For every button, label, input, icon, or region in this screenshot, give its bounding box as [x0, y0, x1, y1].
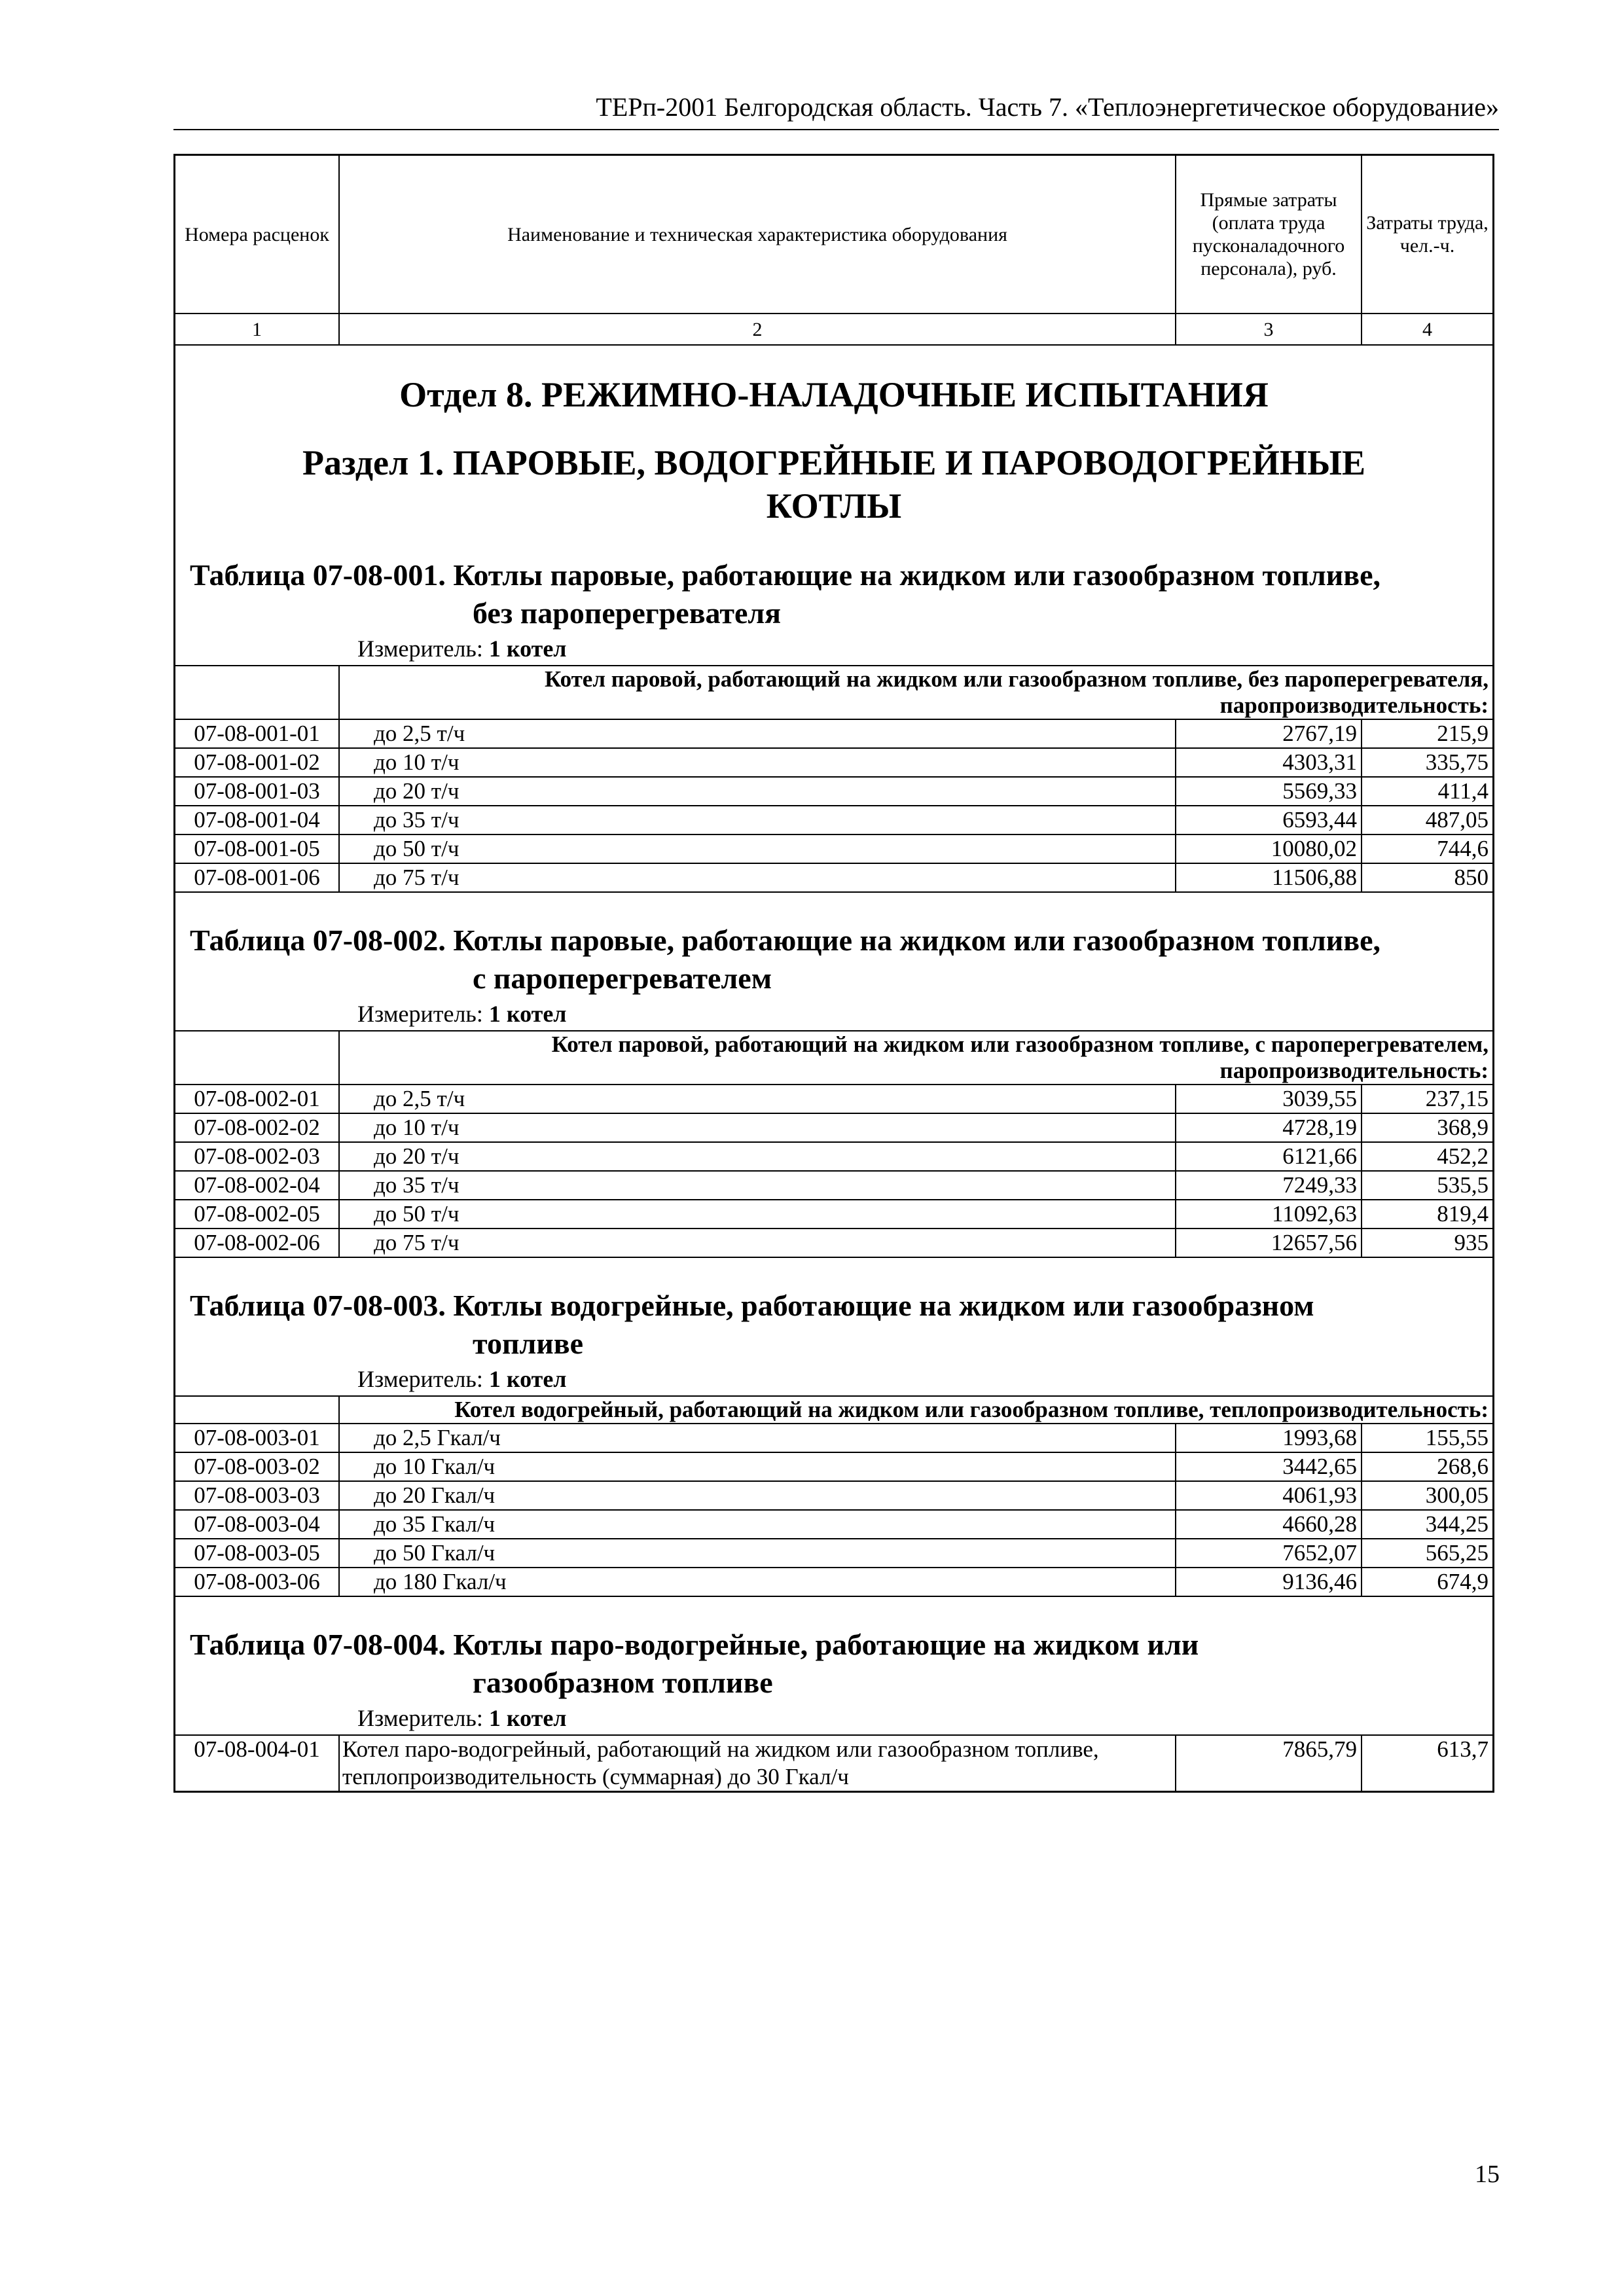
direct-cost: 4303,31 [1176, 748, 1362, 777]
table-row [175, 1085, 1492, 1113]
rate-name: до 2,5 т/ч [339, 719, 1176, 748]
table-caption-row [175, 666, 1492, 719]
direct-cost: 9136,46 [1176, 1568, 1362, 1596]
labor-cost: 237,15 [1362, 1085, 1492, 1113]
table-caption: Котел водогрейный, работающий на жидком или газообразном топливе, теплопроизводительность: [339, 1396, 1492, 1424]
table-row [175, 1229, 1492, 1257]
rate-name: до 10 Гкал/ч [339, 1452, 1176, 1481]
direct-cost: 10080,02 [1176, 834, 1362, 863]
rate-code: 07-08-003-04 [175, 1510, 339, 1539]
direct-cost: 7865,79 [1176, 1735, 1362, 1791]
column-number: 2 [339, 314, 1176, 345]
direct-cost: 11506,88 [1176, 863, 1362, 892]
column-number: 1 [175, 314, 339, 345]
rate-name: до 10 т/ч [339, 1113, 1176, 1142]
unit-label: Измеритель: [357, 636, 483, 662]
labor-cost: 268,6 [1362, 1452, 1492, 1481]
table-caption: Котел паровой, работающий на жидком или газообразном топливе, без пароперегревателя, паропроизводительность: [339, 666, 1492, 719]
direct-cost: 12657,56 [1176, 1229, 1362, 1257]
column-header-labor: Затраты труда, чел.-ч. [1362, 156, 1492, 314]
labor-cost: 300,05 [1362, 1481, 1492, 1510]
rate-code: 07-08-001-04 [175, 806, 339, 834]
labor-cost: 155,55 [1362, 1424, 1492, 1452]
table-row [175, 1200, 1492, 1229]
rate-code: 07-08-003-01 [175, 1424, 339, 1452]
labor-cost: 613,7 [1362, 1735, 1492, 1791]
table-row [175, 1539, 1492, 1568]
table-title [175, 922, 1492, 997]
labor-cost: 935 [1362, 1229, 1492, 1257]
column-header-direct-cost: Прямые затраты (оплата труда пусконаладочного персонала), руб. [1176, 156, 1362, 314]
rate-code: 07-08-001-06 [175, 863, 339, 892]
table-row [175, 834, 1492, 863]
table-row [175, 1510, 1492, 1539]
column-header-table [175, 156, 1492, 346]
rate-code: 07-08-004-01 [175, 1735, 339, 1791]
table-row [175, 1735, 1492, 1791]
direct-cost: 4728,19 [1176, 1113, 1362, 1142]
rates-table [175, 1734, 1492, 1791]
rate-table-frame [173, 154, 1494, 1793]
unit-line [175, 1363, 1492, 1395]
labor-cost: 335,75 [1362, 748, 1492, 777]
rate-name: до 20 т/ч [339, 1142, 1176, 1171]
rate-code: 07-08-001-03 [175, 777, 339, 806]
rates-table [175, 1395, 1492, 1597]
labor-cost: 452,2 [1362, 1142, 1492, 1171]
table-title-line: Таблица 07-08-002. Котлы паровые, работающие на жидком или газообразном топливе, [190, 924, 1381, 957]
table-row [175, 806, 1492, 834]
empty-cell [175, 1031, 339, 1085]
table-title-line: Таблица 07-08-004. Котлы паро-водогрейные, работающие на жидком или [190, 1628, 1199, 1661]
table-row [175, 719, 1492, 748]
unit-value: 1 котел [488, 1705, 567, 1731]
labor-cost: 487,05 [1362, 806, 1492, 834]
rate-code: 07-08-003-02 [175, 1452, 339, 1481]
table-row [175, 1424, 1492, 1452]
direct-cost: 2767,19 [1176, 719, 1362, 748]
rate-name: до 75 т/ч [339, 1229, 1176, 1257]
rate-name: до 2,5 т/ч [339, 1085, 1176, 1113]
table-row [175, 1171, 1492, 1200]
table-title-line: с пароперегревателем [473, 961, 772, 995]
table-row [175, 863, 1492, 892]
rate-name: до 10 т/ч [339, 748, 1176, 777]
direct-cost: 5569,33 [1176, 777, 1362, 806]
table-row [175, 1568, 1492, 1596]
table-caption-row [175, 1396, 1492, 1424]
column-header-name: Наименование и техническая характеристика оборудования [339, 156, 1176, 314]
direct-cost: 3442,65 [1176, 1452, 1362, 1481]
direct-cost: 4061,93 [1176, 1481, 1362, 1510]
rate-name: до 50 т/ч [339, 1200, 1176, 1229]
rate-name: до 20 т/ч [339, 777, 1176, 806]
rate-code: 07-08-001-01 [175, 719, 339, 748]
direct-cost: 6121,66 [1176, 1142, 1362, 1171]
page-number: 15 [1475, 2161, 1500, 2188]
direct-cost: 3039,55 [1176, 1085, 1362, 1113]
table-title-line: Таблица 07-08-003. Котлы водогрейные, работающие на жидком или газообразном [190, 1289, 1314, 1322]
unit-label: Измеритель: [357, 1001, 483, 1027]
rate-code: 07-08-003-05 [175, 1539, 339, 1568]
unit-label: Измеритель: [357, 1705, 483, 1731]
table-title-line: топливе [473, 1327, 584, 1360]
rate-name: до 20 Гкал/ч [339, 1481, 1176, 1510]
table-title-line: газообразном топливе [473, 1666, 773, 1699]
rate-name: до 180 Гкал/ч [339, 1568, 1176, 1596]
labor-cost: 674,9 [1362, 1568, 1492, 1596]
department-title: Отдел 8. РЕЖИМНО-НАЛАДОЧНЫЕ ИСПЫТАНИЯ [399, 375, 1269, 414]
rate-name: до 50 Гкал/ч [339, 1539, 1176, 1568]
labor-cost: 411,4 [1362, 777, 1492, 806]
labor-cost: 215,9 [1362, 719, 1492, 748]
table-title-line: без пароперегревателя [473, 596, 782, 630]
rate-name: до 75 т/ч [339, 863, 1176, 892]
unit-label: Измеритель: [357, 1366, 483, 1392]
direct-cost: 6593,44 [1176, 806, 1362, 834]
rate-code: 07-08-002-05 [175, 1200, 339, 1229]
labor-cost: 850 [1362, 863, 1492, 892]
table-title [175, 1287, 1492, 1363]
unit-value: 1 котел [488, 1001, 567, 1027]
unit-line [175, 1702, 1492, 1734]
table-caption-row [175, 1031, 1492, 1085]
rate-code: 07-08-003-03 [175, 1481, 339, 1510]
unit-line [175, 632, 1492, 665]
rate-code: 07-08-003-06 [175, 1568, 339, 1596]
rates-table [175, 665, 1492, 893]
table-row [175, 748, 1492, 777]
rate-code: 07-08-001-05 [175, 834, 339, 863]
rate-code: 07-08-002-03 [175, 1142, 339, 1171]
column-number: 4 [1362, 314, 1492, 345]
rate-code: 07-08-002-06 [175, 1229, 339, 1257]
labor-cost: 819,4 [1362, 1200, 1492, 1229]
column-number: 3 [1176, 314, 1362, 345]
table-row [175, 1113, 1492, 1142]
rate-code: 07-08-002-04 [175, 1171, 339, 1200]
unit-line [175, 997, 1492, 1030]
rates-table [175, 1030, 1492, 1258]
empty-cell [175, 1396, 339, 1424]
labor-cost: 565,25 [1362, 1539, 1492, 1568]
rate-name: до 35 Гкал/ч [339, 1510, 1176, 1539]
rate-code: 07-08-002-02 [175, 1113, 339, 1142]
table-row [175, 1142, 1492, 1171]
section-title: Раздел 1. ПАРОВЫЕ, ВОДОГРЕЙНЫЕ И ПАРОВОДОГРЕЙНЫЕ КОТЛЫ [302, 443, 1365, 526]
direct-cost: 11092,63 [1176, 1200, 1362, 1229]
table-title [175, 556, 1492, 632]
direct-cost: 4660,28 [1176, 1510, 1362, 1539]
rate-name: Котел паро-водогрейный, работающий на жидком или газообразном топливе, теплопроизводительность (суммарная) до 30 Гкал/ч [339, 1735, 1176, 1791]
table-row [175, 777, 1492, 806]
direct-cost: 7249,33 [1176, 1171, 1362, 1200]
labor-cost: 535,5 [1362, 1171, 1492, 1200]
labor-cost: 744,6 [1362, 834, 1492, 863]
direct-cost: 7652,07 [1176, 1539, 1362, 1568]
rate-code: 07-08-002-01 [175, 1085, 339, 1113]
labor-cost: 344,25 [1362, 1510, 1492, 1539]
unit-value: 1 котел [488, 1366, 567, 1392]
table-title [175, 1626, 1492, 1702]
empty-cell [175, 666, 339, 719]
rate-code: 07-08-001-02 [175, 748, 339, 777]
labor-cost: 368,9 [1362, 1113, 1492, 1142]
rate-name: до 35 т/ч [339, 806, 1176, 834]
rate-name: до 50 т/ч [339, 834, 1176, 863]
rate-name: до 2,5 Гкал/ч [339, 1424, 1176, 1452]
running-header: ТЕРп-2001 Белгородская область. Часть 7. «Теплоэнергетическое оборудование» [173, 92, 1499, 130]
table-title-line: Таблица 07-08-001. Котлы паровые, работающие на жидком или газообразном топливе, [190, 558, 1381, 592]
table-row [175, 1452, 1492, 1481]
unit-value: 1 котел [488, 636, 567, 662]
rate-name: до 35 т/ч [339, 1171, 1176, 1200]
direct-cost: 1993,68 [1176, 1424, 1362, 1452]
table-row [175, 1481, 1492, 1510]
column-header-codes: Номера расценок [175, 156, 339, 314]
table-caption: Котел паровой, работающий на жидком или газообразном топливе, с пароперегревателем, паропроизводительность: [339, 1031, 1492, 1085]
